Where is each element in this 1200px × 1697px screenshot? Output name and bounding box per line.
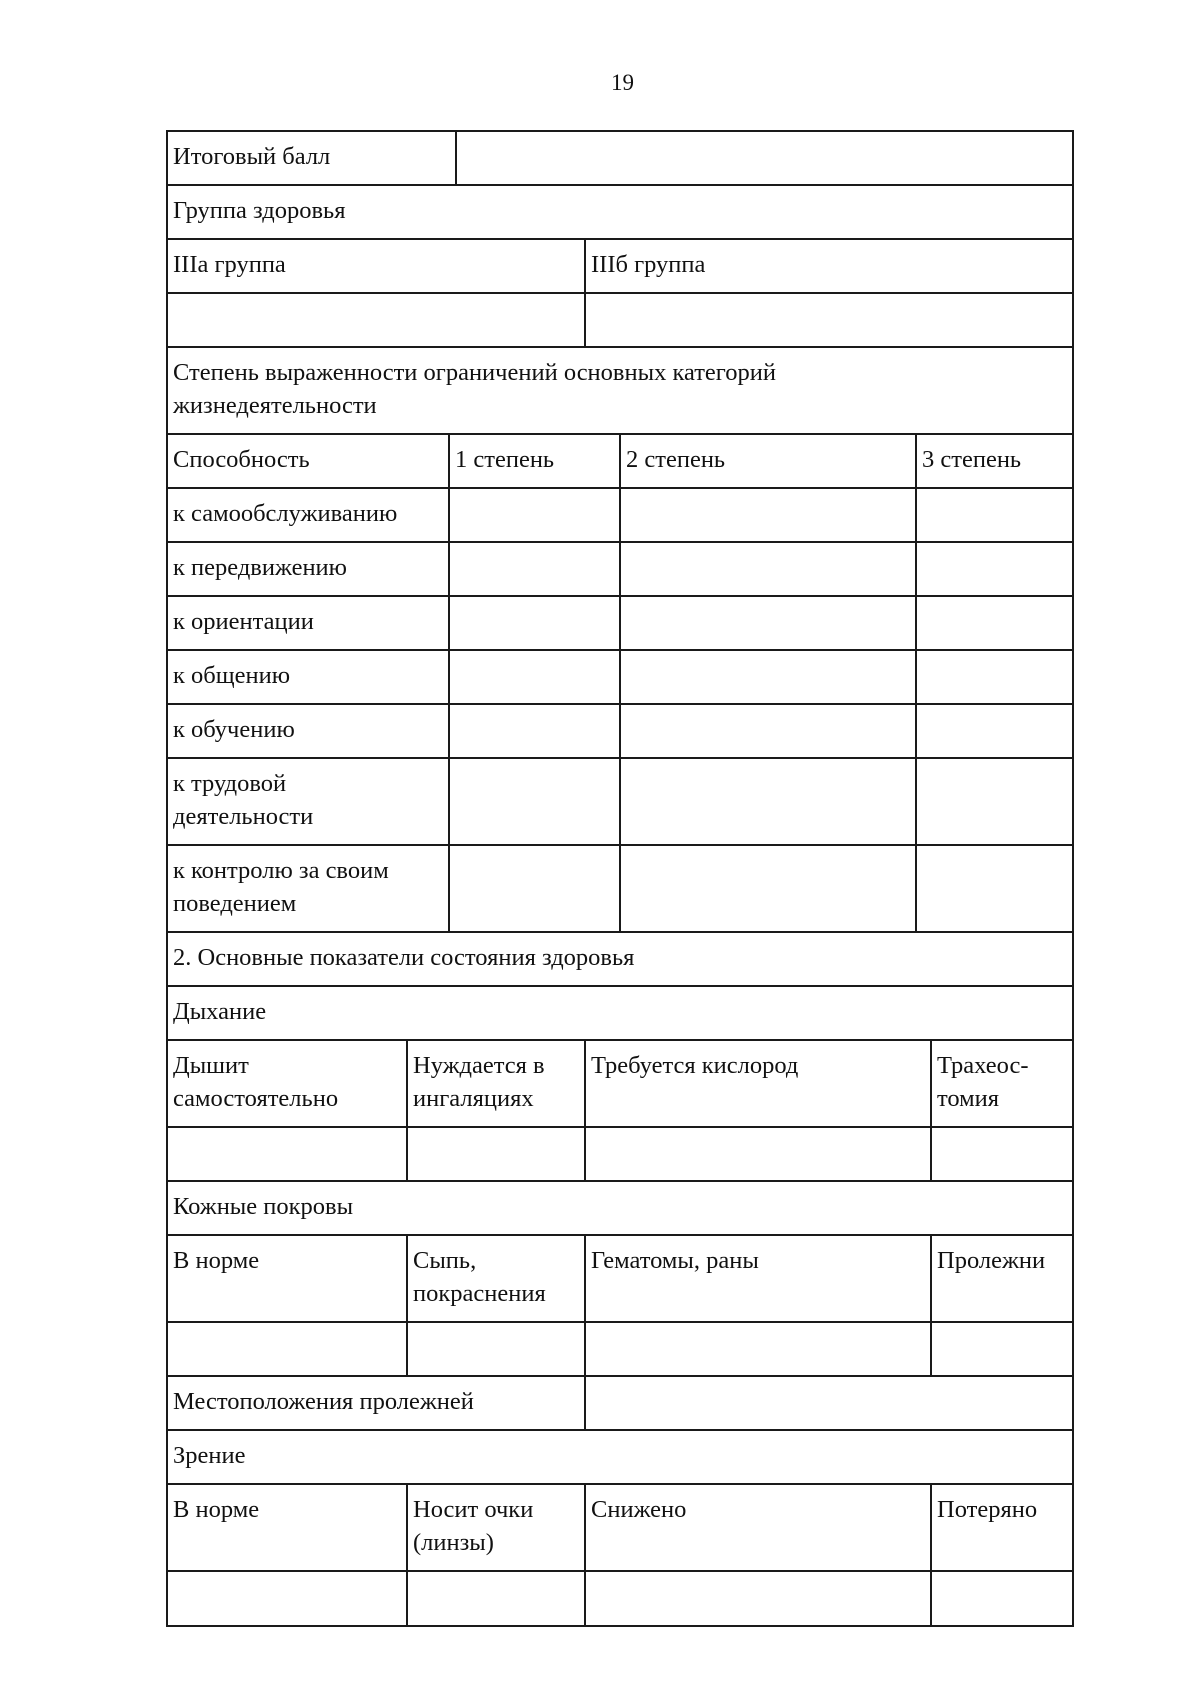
limitations-header-ability: Способность bbox=[173, 446, 310, 473]
row-divider bbox=[166, 1180, 1074, 1182]
limitations-title-line: Степень выраженности ограничений основных категорий bbox=[173, 359, 776, 386]
col-divider bbox=[584, 1039, 586, 1180]
vision-header-normal: В норме bbox=[173, 1496, 260, 1523]
row-divider bbox=[166, 985, 1074, 987]
limitation-row-label-line: деятельности bbox=[173, 803, 314, 830]
row-divider bbox=[166, 1321, 1074, 1323]
health-group-option-3b: IIIб группа bbox=[591, 251, 706, 278]
limitations-title bbox=[173, 356, 776, 422]
col-divider bbox=[930, 1234, 932, 1375]
breathing-header-oxygen: Требуется кислород bbox=[591, 1052, 799, 1079]
limitation-row-label-line: к контролю за своим bbox=[173, 857, 389, 884]
limitation-row-behavior-control bbox=[173, 854, 389, 920]
vision-header-glasses bbox=[413, 1493, 533, 1559]
skin-title: Кожные покровы bbox=[173, 1193, 354, 1220]
limitations-header-degree-1: 1 степень bbox=[455, 446, 555, 473]
row-divider bbox=[166, 1039, 1074, 1041]
row-divider bbox=[166, 1375, 1074, 1377]
limitations-header-degree-2: 2 степень bbox=[626, 446, 726, 473]
col-divider bbox=[584, 1483, 586, 1626]
health-group-option-3a: IIIа группа bbox=[173, 251, 286, 278]
skin-header-bedsores: Пролежни bbox=[937, 1247, 1046, 1274]
row-divider bbox=[166, 1483, 1074, 1485]
col-divider bbox=[584, 1234, 586, 1375]
vision-header-reduced: Снижено bbox=[591, 1496, 687, 1523]
row-divider bbox=[166, 1429, 1074, 1431]
col-divider bbox=[406, 1483, 408, 1626]
header-line: Дышит bbox=[173, 1052, 249, 1079]
col-divider bbox=[448, 433, 450, 931]
header-line: самостоятельно bbox=[173, 1085, 339, 1112]
col-divider bbox=[584, 238, 586, 346]
row-divider bbox=[166, 1234, 1074, 1236]
form-border-left bbox=[166, 130, 168, 1626]
vision-header-lost: Потеряно bbox=[937, 1496, 1038, 1523]
total-score-field[interactable] bbox=[462, 140, 1062, 173]
row-divider bbox=[166, 1126, 1074, 1128]
limitation-row-learning: к обучению bbox=[173, 716, 295, 743]
section-2-title: 2. Основные показатели состояния здоровья bbox=[173, 944, 635, 971]
form-border-top bbox=[166, 130, 1074, 132]
health-group-3a-field[interactable] bbox=[170, 296, 580, 342]
form-border-right bbox=[1072, 130, 1074, 1626]
col-divider bbox=[930, 1039, 932, 1180]
row-divider bbox=[166, 238, 1074, 240]
health-group-title: Группа здоровья bbox=[173, 197, 346, 224]
breathing-header-tracheostomy bbox=[937, 1049, 1029, 1115]
assessment-form bbox=[166, 130, 1074, 1626]
row-divider bbox=[166, 1570, 1074, 1572]
breathing-header-independent bbox=[173, 1049, 338, 1115]
vision-title: Зрение bbox=[173, 1442, 246, 1469]
col-divider bbox=[406, 1234, 408, 1375]
col-divider bbox=[406, 1039, 408, 1180]
limitation-row-orientation: к ориентации bbox=[173, 608, 314, 635]
limitations-header-degree-3: 3 степень bbox=[922, 446, 1022, 473]
header-line: покраснения bbox=[413, 1280, 546, 1307]
row-divider bbox=[166, 346, 1074, 348]
row-divider bbox=[166, 292, 1074, 294]
limitation-row-label-line: к трудовой bbox=[173, 770, 287, 797]
health-group-3b-field[interactable] bbox=[588, 296, 1068, 342]
header-line: Трахеос- bbox=[937, 1052, 1029, 1079]
col-divider bbox=[930, 1483, 932, 1626]
skin-header-rash bbox=[413, 1244, 546, 1310]
limitation-row-communication: к общению bbox=[173, 662, 291, 689]
row-divider bbox=[166, 931, 1074, 933]
header-line: Нуждается в bbox=[413, 1052, 545, 1079]
header-line: томия bbox=[937, 1085, 1000, 1112]
col-divider bbox=[915, 433, 917, 931]
row-divider bbox=[166, 184, 1074, 186]
page-number: 19 bbox=[611, 70, 634, 95]
header-line: Сыпь, bbox=[413, 1247, 477, 1274]
limitations-title-line: жизнедеятельности bbox=[173, 392, 377, 419]
header-line: ингаляциях bbox=[413, 1085, 534, 1112]
header-line: Носит очки bbox=[413, 1496, 534, 1523]
limitation-row-label-line: поведением bbox=[173, 890, 297, 917]
form-border-bottom bbox=[166, 1625, 1074, 1627]
total-score-label: Итоговый балл bbox=[173, 143, 331, 170]
col-divider bbox=[455, 130, 457, 184]
bedsore-location-label: Местоположения пролежней bbox=[173, 1388, 474, 1415]
breathing-title: Дыхание bbox=[173, 998, 267, 1025]
bedsore-location-field[interactable] bbox=[591, 1385, 1061, 1418]
breathing-header-inhalations bbox=[413, 1049, 545, 1115]
limitation-row-work bbox=[173, 767, 313, 833]
col-divider bbox=[584, 1375, 586, 1429]
col-divider bbox=[619, 433, 621, 931]
skin-header-wounds: Гематомы, раны bbox=[591, 1247, 759, 1274]
skin-header-normal: В норме bbox=[173, 1247, 260, 1274]
limitation-row-self-care: к самообслуживанию bbox=[173, 500, 398, 527]
limitation-row-movement: к передвижению bbox=[173, 554, 347, 581]
header-line: (линзы) bbox=[413, 1529, 494, 1556]
